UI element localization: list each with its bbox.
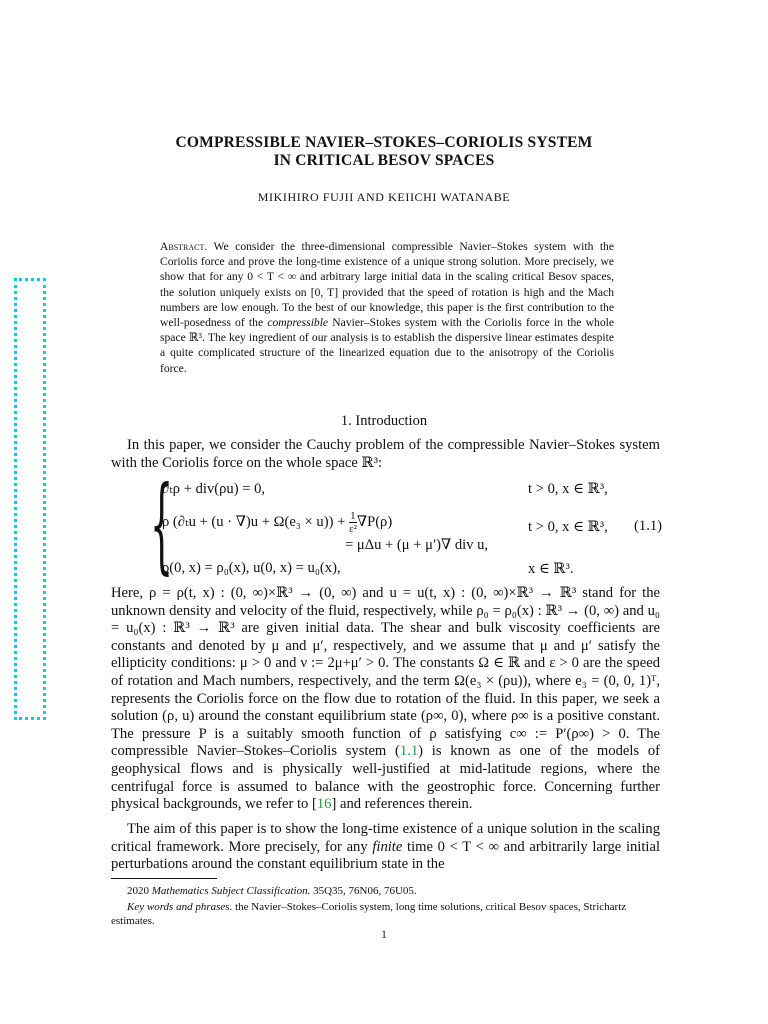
paragraph-3-text-continued: time 0 < T < ∞ and arbitrarily large initial perturbations around the constant equilibrium state in the <box>111 838 660 873</box>
equation-reference-link[interactable]: 1.1 <box>399 743 419 760</box>
citation-link[interactable]: 16 <box>316 796 332 813</box>
footnote-keywords <box>111 900 660 928</box>
paragraph-2-text: Here, ρ = ρ(t, x) : (0, ∞)×ℝ³ → (0, ∞) and u = u(t, x) : (0, ∞)×ℝ³ → ℝ³ stand for the unknown density and velocity of the fluid, respectively, while ρ₀ = ρ₀(x) : ℝ³ → (0, ∞) and u₀ = u₀(x) : ℝ³ → ℝ³ are given initial data. The shear and bulk viscosity coefficients are constants and denoted by μ and μ′, respectively, and we assume that μ and μ′ satisfy the ellipticity conditions: μ > 0 and ν := 2μ+μ′ > 0. The constants Ω ∈ ℝ and ε > 0 are the speed of rotation and Mach numbers, respectively, and the term Ω(e₃ × (ρu)), where e₃ = (0, 0, 1)ᵀ, represents the Coriolis force on the flow due to rotation of the fluid. In this paper, we seek a solution (ρ, u) around the constant equilibrium state (ρ∞, 0), where ρ∞ is a positive constant. The pressure P is a suitably smooth function of ρ satisfying c∞ := P′(ρ∞) > 0. The compressible Navier–Stokes–Coriolis system ( <box>111 585 660 760</box>
equation-line-1: ∂ₜρ + div(ρu) = 0, <box>162 481 266 497</box>
abstract-text: We consider the three-dimensional compressible Navier–Stokes system with the Coriolis force and prove the long-time existence of a unique strong solution. More precisely, we show that for any 0 < T < ∞ and arbitrary large initial data in the scaling critical Besov spaces, the solution uniquely exists on [0, T] provided that the speed of rotation is high and the Mach numbers are low enough. To the best of our knowledge, this paper is the first contribution to the well-posedness of the <box>160 240 614 330</box>
equation-line-4: ρ(0, x) = ρ₀(x), u(0, x) = u₀(x), <box>162 560 341 576</box>
section-heading: 1. Introduction <box>340 413 428 429</box>
abstract-label: Abstract. <box>160 240 208 253</box>
equation-brace: { <box>150 463 174 585</box>
equation-line-2-part-b: ∇P(ρ) <box>356 513 393 530</box>
body-paragraph-2 <box>111 585 660 814</box>
body-paragraph-3 <box>111 821 660 874</box>
abstract-text-continued: Navier–Stokes system with the Coriolis force in the whole space ℝ³. The key ingredient of our analysis is to establish the dispersive linear estimates despite a quite complicated structure of the linearized equation due to the anisotropy of the Coriolis force. <box>160 316 614 375</box>
paragraph-3-text: The aim of this paper is to show the long-time existence of a unique solution in the scaling critical framework. More precisely, for any <box>111 821 660 855</box>
equation-condition-1: t > 0, x ∈ ℝ³, <box>528 481 608 497</box>
msc-codes: 35Q35, 76N06, 76U05. <box>310 885 417 897</box>
keywords-text: the Navier–Stokes–Coriolis system, long time solutions, critical Besov spaces, Strichartz estimates. <box>111 901 627 927</box>
footnote-divider <box>111 878 217 879</box>
equation-condition-2: t > 0, x ∈ ℝ³, <box>528 519 608 535</box>
dotted-sidebar-frame <box>14 278 46 720</box>
paragraph-2-text-continued: ) is known as one of the models of geophysical flows and is physically well-justified at mid-latitude regions, where the centrifugal force is assumed to balance with the geostrophic force. Concerning further physical backgrounds, we refer to [ <box>111 743 660 813</box>
equation-line-2 <box>162 510 392 535</box>
intro-paragraph: In this paper, we consider the Cauchy problem of the compressible Navier–Stokes system with the Coriolis force on the whole space ℝ³: <box>111 437 660 471</box>
equation-line-2-part-a: ρ (∂ₜu + (u · ∇)u + Ω(e₃ × u)) + <box>162 513 349 530</box>
equation-condition-3: x ∈ ℝ³. <box>528 561 574 577</box>
paper-authors: MIKIHIRO FUJII AND KEIICHI WATANABE <box>257 190 511 204</box>
paragraph-3-emphasis: finite <box>372 838 403 855</box>
paper-title-line-2: IN CRITICAL BESOV SPACES <box>273 152 495 169</box>
page-number: 1 <box>381 929 387 941</box>
paragraph-2-text-end: ] and references therein. <box>331 796 473 813</box>
msc-year: 2020 <box>127 885 152 897</box>
msc-label: Mathematics Subject Classification. <box>151 885 311 897</box>
equation-line-3: = μΔu + (μ + μ′)∇ div u, <box>345 537 489 553</box>
paper-title-line-1: COMPRESSIBLE NAVIER–STOKES–CORIOLIS SYSTEM <box>175 134 593 151</box>
equation-fraction <box>349 510 357 535</box>
fraction-numerator: 1 <box>350 510 356 522</box>
keywords-label: Key words and phrases. <box>127 901 233 913</box>
abstract-emphasis: compressible <box>267 316 329 330</box>
footnote-msc <box>111 884 660 898</box>
equation-number: (1.1) <box>634 518 662 534</box>
abstract <box>160 239 614 376</box>
equation-1-1 <box>150 463 670 585</box>
fraction-denominator: ε² <box>348 523 357 535</box>
